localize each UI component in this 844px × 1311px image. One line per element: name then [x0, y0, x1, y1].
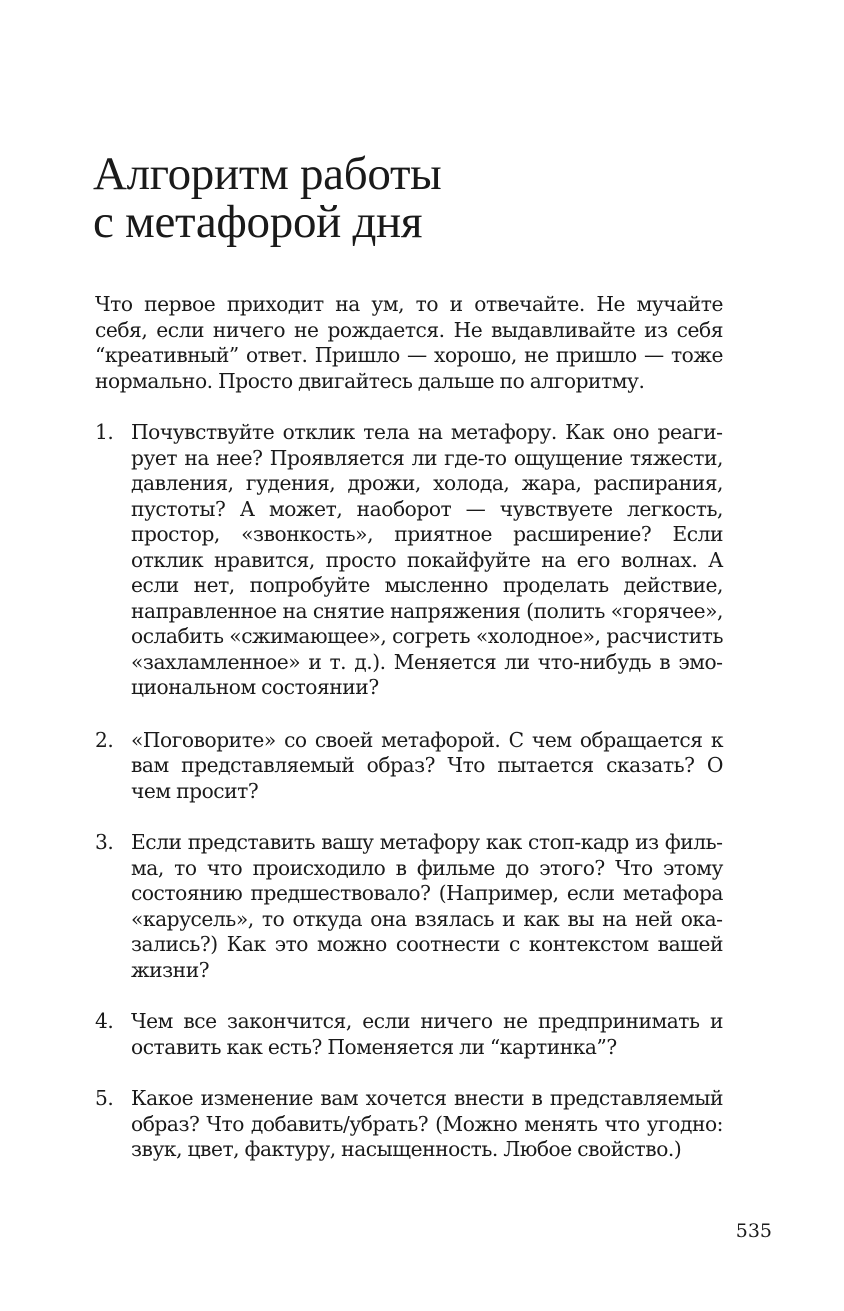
step-text: «Поговорите» со своей метафорой. С чем обращается к вам представляемый образ? Что пытается сказать? О чем просит? [131, 727, 723, 803]
step-text: Почувствуйте отклик тела на метафору. Как оно реагирует на нее? Проявляется ли где-то ощущение тяжести, давления, гудения, дрожи, холода, жара, распирания, пустоты? А может, наоборот — чувствуете легкость, простор, «звонкость», приятное расширение? Если отклик нравится, просто покайфуйте на его волнах. А если нет, попробуйте мысленно проделать действие, направленное на снятие напряжения (полить «горячее», ослабить «сжимающее», согреть «холодное», расчистить «захламленное» и т. д.). Меняется ли что-нибудь в эмоциональном состоянии? [131, 420, 723, 699]
list-item [95, 420, 723, 701]
step-text: Если представить вашу метафору как стоп-кадр из фильма, то что происходило в фильме до этого? Что этому состоянию предшествовало? (Например, если метафора «карусель», то откуда она взялась и как вы на ней оказались?) Как это можно соотнести с контекстом вашей жизни? [131, 830, 723, 982]
step-number: 1. [95, 420, 114, 444]
intro-paragraph: Что первое приходит на ум, то и отвечайте. Не мучайте себя, если ничего не рождается. Не выдавливайте из себя “креативный” ответ. Пришло — хорошо, не пришло — тоже нормально. Просто двигайтесь дальше по алгоритму. [95, 292, 723, 393]
step-text: Какое изменение вам хочется внести в представляемый образ? Что добавить/убрать? (Можно менять что угодно: звук, цвет, фактуру, насыщенность. Любое свойство.) [131, 1086, 723, 1161]
list-item [95, 830, 723, 983]
page-number: 535 [735, 1220, 772, 1242]
list-item [95, 1009, 723, 1060]
step-number: 4. [95, 1009, 114, 1033]
list-item [95, 1086, 723, 1163]
step-number: 3. [95, 830, 114, 854]
algorithm-steps-list [95, 420, 723, 1163]
list-item [95, 728, 723, 805]
step-text: Чем все закончится, если ничего не предпринимать и оставить как есть? Поменяется ли “картинка”? [131, 1009, 723, 1059]
page-title-line-2: с метафорой дня [93, 196, 423, 248]
page-title-line-1: Алгоритм работы [93, 148, 442, 200]
page-title [93, 150, 733, 246]
step-number: 5. [95, 1086, 114, 1110]
step-number: 2. [95, 727, 114, 752]
